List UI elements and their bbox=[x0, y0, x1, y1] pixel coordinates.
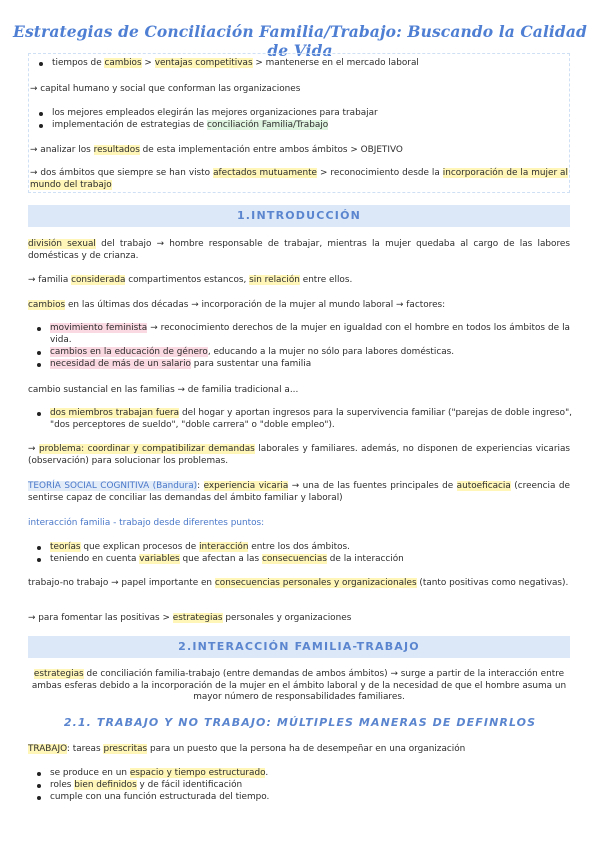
s1-paragraph-3 bbox=[28, 300, 445, 312]
text: para un puesto que la persona ha de desempeñar en una organización bbox=[147, 744, 466, 754]
highlight: afectados mutuamente bbox=[213, 168, 318, 178]
s1-paragraph-4: cambio sustancial en las familias → de familia tradicional a... bbox=[28, 385, 299, 395]
highlight: cambios bbox=[28, 300, 66, 310]
section-1-heading: 1.INTRODUCCIÓN bbox=[28, 205, 570, 227]
highlight: sin relación bbox=[249, 275, 300, 285]
s1-paragraph-1 bbox=[28, 239, 570, 262]
text: de conciliación familia-trabajo (entre demandas de ambos ámbitos) → surge a partir de la interacción entre ambas esferas debido a la incorporación de la mujer en el ámbito laboral y de la necesidad de que el hombre asuma un mayor número de responsabilidades familiares. bbox=[31, 669, 567, 703]
text: : bbox=[197, 481, 204, 491]
text: roles bbox=[50, 780, 75, 790]
highlight: necesidad de más de un salario bbox=[50, 359, 191, 369]
s1-bullet-2 bbox=[28, 347, 454, 359]
text: para sustentar una familia bbox=[190, 359, 312, 369]
text: en las últimas dos décadas → incorporación de la mujer al mundo laboral → factores: bbox=[65, 300, 446, 310]
s2-paragraph-1 bbox=[28, 669, 570, 704]
highlight: considerada bbox=[71, 275, 126, 285]
text: del trabajo → hombre responsable de trabajar, mientras la mujer quedaba al cargo de las labores domésticas y de crianza. bbox=[28, 239, 570, 261]
highlight: consecuencias personales y organizacionales bbox=[214, 578, 417, 588]
text: : tareas bbox=[66, 744, 104, 754]
s1-bullet-5 bbox=[28, 542, 350, 554]
text: > reconocimiento desde la bbox=[317, 168, 443, 178]
section-2-heading: 2.INTERACCIÓN FAMILIA-TRABAJO bbox=[28, 636, 570, 658]
text: → para fomentar las positivas > bbox=[28, 613, 173, 623]
text: → analizar los bbox=[30, 145, 94, 155]
s2-paragraph-2 bbox=[28, 744, 465, 756]
intro-bullet-3: los mejores empleados elegirán las mejores organizaciones para trabajar bbox=[30, 108, 378, 120]
text: (creencia de sentirse capaz de conciliar las demandas del ámbito familiar y laboral) bbox=[28, 481, 570, 503]
highlight: ventajas competitivas bbox=[154, 58, 253, 68]
text: tiempos de bbox=[52, 58, 105, 68]
intro-line-5 bbox=[30, 145, 403, 157]
text: teniendo en cuenta bbox=[50, 554, 140, 564]
text: entre ellos. bbox=[299, 275, 353, 285]
highlight: prescritas bbox=[103, 744, 148, 754]
s2-bullet-2 bbox=[28, 780, 242, 792]
highlight: TRABAJO bbox=[28, 744, 67, 754]
s1-bullet-4 bbox=[28, 408, 572, 431]
text: laborales y familiares. además, no disponen de experiencias vicarias (observación) para solucionar los problemas. bbox=[28, 444, 571, 466]
highlight: teorías bbox=[50, 542, 81, 552]
s2-bullet-1 bbox=[28, 768, 268, 780]
text: de esta implementación entre ambos ámbitos > OBJETIVO bbox=[139, 145, 403, 155]
text: y de fácil identificación bbox=[136, 780, 243, 790]
text: → una de las fuentes principales de bbox=[288, 481, 457, 491]
text: → familia bbox=[28, 275, 72, 285]
highlight: división sexual bbox=[28, 239, 96, 249]
s1-paragraph-2 bbox=[28, 275, 352, 287]
highlight: variables bbox=[139, 554, 180, 564]
s1-bullet-1 bbox=[28, 323, 570, 346]
intro-line-6 bbox=[30, 168, 568, 191]
s1-bullet-3 bbox=[28, 359, 311, 371]
highlight: espacio y tiempo estructurado bbox=[129, 768, 266, 778]
highlight: cambios bbox=[104, 58, 142, 68]
s1-paragraph-6 bbox=[28, 481, 570, 504]
highlight: bien definidos bbox=[74, 780, 137, 790]
intro-bullet-4 bbox=[30, 120, 328, 132]
s1-bullet-6 bbox=[28, 554, 404, 566]
highlight: movimiento feminista bbox=[50, 323, 148, 333]
text: > bbox=[141, 58, 155, 68]
page-title: Estrategias de Conciliación Familia/Trabajo: Buscando la Calidad de Vida bbox=[13, 22, 587, 60]
highlight: interacción bbox=[199, 542, 249, 552]
highlight: experiencia vicaria bbox=[203, 481, 289, 491]
s1-paragraph-5 bbox=[28, 444, 570, 467]
text: personales y organizaciones bbox=[222, 613, 352, 623]
highlight: conciliación Familia/Trabajo bbox=[206, 120, 329, 130]
text: (tanto positivas como negativas). bbox=[416, 578, 569, 588]
text: que afectan a las bbox=[179, 554, 262, 564]
highlight: estrategias bbox=[33, 669, 84, 679]
text: → reconocimiento derechos de la mujer en igualdad con el hombre en todos los ámbitos de la vida. bbox=[50, 323, 570, 345]
text: . bbox=[265, 768, 269, 778]
highlight: consecuencias bbox=[261, 554, 327, 564]
highlight: dos miembros trabajan fuera bbox=[50, 408, 180, 418]
text: → bbox=[28, 444, 39, 454]
text: > mantenerse en el mercado laboral bbox=[252, 58, 419, 68]
text: implementación de estrategias de bbox=[52, 120, 207, 130]
intro-bullet-1 bbox=[30, 58, 419, 70]
s2-bullet-3: cumple con una función estructurada del tiempo. bbox=[28, 792, 269, 804]
text: entre los dos ámbitos. bbox=[248, 542, 350, 552]
highlight: incorporación de la mujer al mundo del trabajo bbox=[30, 168, 568, 190]
text: → dos ámbitos que siempre se han visto bbox=[30, 168, 214, 178]
section-2-1-heading: 2.1. TRABAJO Y NO TRABAJO: MÚLTIPLES MANERAS DE DEFINRLOS bbox=[63, 716, 537, 729]
text: se produce en un bbox=[50, 768, 130, 778]
highlight: cambios en la educación de género bbox=[50, 347, 208, 357]
text: del hogar y aportan ingresos para la supervivencia familiar ("parejas de doble ingreso", "dos perceptores de sueldo", "doble carrera" o "doble empleo"). bbox=[50, 408, 572, 430]
s1-paragraph-7: interacción familia - trabajo desde diferentes puntos: bbox=[28, 518, 265, 528]
text: que explican procesos de bbox=[80, 542, 200, 552]
highlight: estrategias bbox=[172, 613, 223, 623]
highlight: resultados bbox=[93, 145, 140, 155]
text: trabajo-no trabajo → papel importante en bbox=[28, 578, 215, 588]
s1-paragraph-8 bbox=[28, 578, 570, 590]
text: compartimentos estancos, bbox=[125, 275, 250, 285]
intro-line-2: → capital humano y social que conforman las organizaciones bbox=[30, 84, 301, 94]
text: de la interacción bbox=[326, 554, 404, 564]
text: , educando a la mujer no sólo para labores domésticas. bbox=[207, 347, 455, 357]
highlight: TEORÍA SOCIAL COGNITIVA (Bandura) bbox=[28, 481, 198, 491]
highlight: autoeficacia bbox=[456, 481, 511, 491]
s1-paragraph-9 bbox=[28, 613, 351, 625]
highlight: problema: coordinar y compatibilizar demandas bbox=[38, 444, 255, 454]
